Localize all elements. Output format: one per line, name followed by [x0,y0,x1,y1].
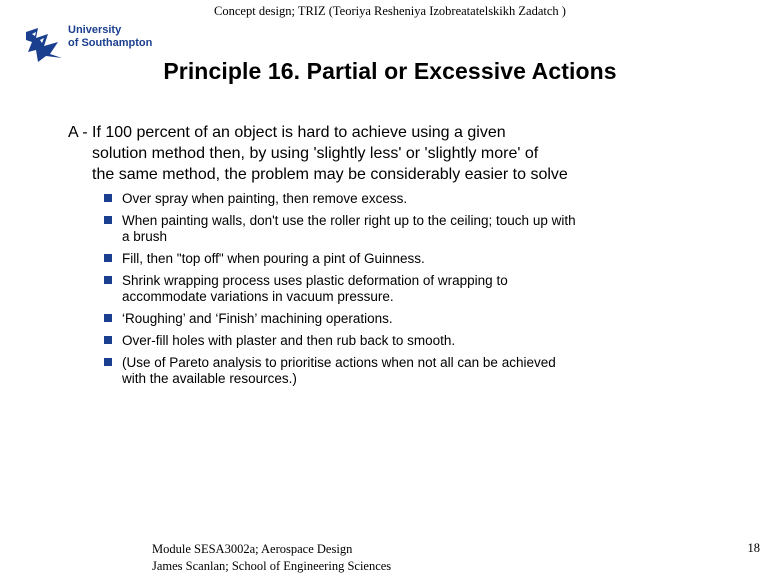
bullet-square-icon [104,216,112,224]
list-item-line: Shrink wrapping process uses plastic deformation of wrapping to [122,273,508,288]
logo-text [68,24,152,50]
example-list [104,191,674,393]
list-item [104,191,674,207]
bullet-square-icon [104,276,112,284]
list-item-line: When painting walls, don't use the roller right up to the ceiling; touch up with [122,213,576,228]
list-item-line: with the available resources.) [122,371,297,386]
list-item-line: ‘Roughing’ and ‘Finish’ machining operations. [122,311,393,326]
footer-author: James Scanlan; School of Engineering Sciences [152,559,392,573]
slide-footer [152,541,391,575]
list-item-line: Fill, then "top off" when pouring a pint of Guinness. [122,251,425,266]
bullet-square-icon [104,254,112,262]
list-item [104,251,674,267]
intro-line-1: A - If 100 percent of an object is hard to achieve using a given [68,124,506,141]
logo-line-1: University [68,24,122,36]
slide-title: Principle 16. Partial or Excessive Actions [163,58,617,84]
list-item [104,311,674,327]
bullet-square-icon [104,194,112,202]
list-item [104,333,674,349]
intro-line-3: the same method, the problem may be considerably easier to solve [92,166,568,183]
list-item-line: Over spray when painting, then remove excess. [122,191,408,206]
list-item [104,355,674,387]
list-item-line: accommodate variations in vacuum pressure. [122,289,394,304]
intro-paragraph [68,122,668,185]
list-item-line: a brush [122,229,168,244]
footer-module: Module SESA3002a; Aerospace Design [152,542,353,556]
bullet-square-icon [104,358,112,366]
slide-header: Concept design; TRIZ (Teoriya Resheniya Izobreatatelskikh Zadatch ) [214,4,566,18]
list-item-line: Over-fill holes with plaster and then rub back to smooth. [122,333,456,348]
list-item [104,273,674,305]
list-item-line: (Use of Pareto analysis to prioritise actions when not all can be achieved [122,355,556,370]
bullet-square-icon [104,336,112,344]
bullet-square-icon [104,314,112,322]
list-item [104,213,674,245]
logo-line-2: of Southampton [68,37,153,49]
page-number: 18 [747,541,760,555]
intro-line-2: solution method then, by using 'slightly less' or 'slightly more' of [92,145,539,162]
